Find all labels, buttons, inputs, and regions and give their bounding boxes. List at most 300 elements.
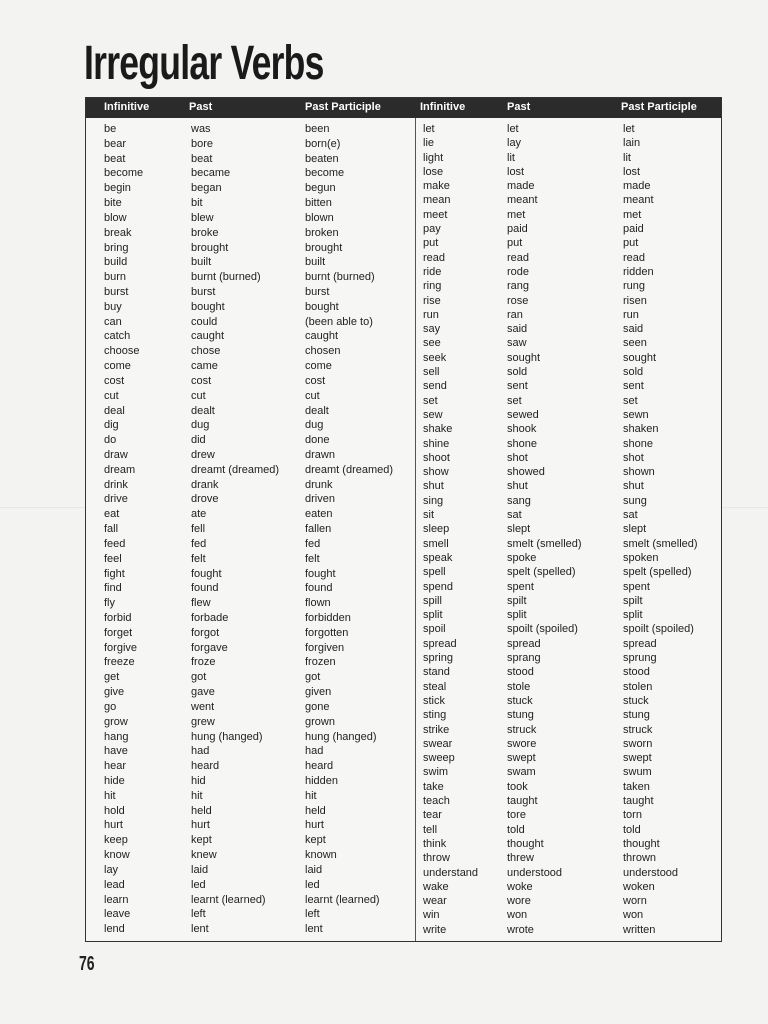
left-infinitive-cell: cut [104,389,119,402]
left-past-participle-cell: found [305,582,333,595]
right-infinitive-cell: smell [423,537,449,550]
left-infinitive-cell: hit [104,789,116,802]
right-infinitive-cell: wear [423,895,447,908]
right-infinitive-cell: sit [423,509,434,522]
right-past-participle-cell: meant [623,194,654,207]
right-verb-row [86,251,721,265]
right-past-cell: spread [507,637,541,650]
left-past-cell: blew [191,211,214,224]
right-past-participle-cell: sat [623,509,638,522]
left-past-participle-cell: driven [305,493,335,506]
right-past-participle-cell: taught [623,795,654,808]
left-infinitive-cell: break [104,226,132,239]
left-past-participle-cell: known [305,849,337,862]
right-past-cell: meant [507,194,538,207]
left-past-cell: chose [191,345,221,358]
left-infinitive-cell: bear [104,137,127,150]
right-verb-row [86,236,721,250]
right-verb-row [86,880,721,894]
right-past-cell: swept [507,752,536,765]
left-past-participle-cell: fallen [305,523,332,536]
right-past-cell: sent [507,380,528,393]
page-title: Irregular Verbs [84,37,324,90]
right-past-participle-cell: lain [623,137,641,150]
right-infinitive-cell: tell [423,823,438,836]
left-past-cell: dealt [191,404,215,417]
right-past-cell: won [507,909,528,922]
right-past-participle-cell: spilt [623,594,643,607]
left-past-participle-cell: eaten [305,508,333,521]
left-past-cell: forbade [191,612,229,624]
right-past-participle-cell: stolen [623,680,653,693]
right-verb-row [86,622,721,636]
right-past-cell: shook [507,423,537,436]
left-past-participle-cell: blown [305,211,334,224]
left-past-participle-cell: been [305,123,330,135]
left-past-participle-cell: gone [305,700,330,713]
right-verb-row [86,608,721,622]
right-past-participle-cell: taken [623,780,650,793]
right-past-participle-cell: put [623,237,639,250]
right-infinitive-cell: say [423,323,441,336]
right-verb-row [86,193,721,207]
right-past-cell: stuck [507,694,533,707]
right-past-cell: lit [507,151,515,164]
left-past-cell: bit [191,197,203,210]
right-past-participle-cell: sewn [623,408,649,421]
right-infinitive-cell: set [423,394,438,407]
right-infinitive-cell: stand [423,666,450,679]
left-infinitive-cell: be [104,123,117,135]
left-past-cell: came [191,360,218,373]
right-past-cell: told [507,823,525,836]
left-past-cell: could [191,315,218,328]
right-past-cell: wore [507,895,531,908]
left-infinitive-cell: grow [104,715,128,728]
left-past-participle-cell: (been able to) [305,315,373,328]
right-infinitive-cell: wake [423,880,449,893]
right-past-cell: showed [507,466,545,479]
left-past-cell: heard [191,760,220,773]
left-past-participle-cell: brought [305,241,343,254]
right-past-cell: made [507,180,535,193]
left-infinitive-cell: dig [104,419,119,432]
left-past-cell: went [191,700,215,713]
left-past-participle-cell: heard [305,760,334,773]
right-verb-row [86,837,721,851]
right-past-participle-cell: shown [623,466,655,479]
left-infinitive-cell: drive [104,493,128,506]
right-past-participle-cell: run [623,308,639,321]
right-verb-row [86,508,721,522]
left-past-cell: grew [191,715,215,728]
right-past-cell: stood [507,666,534,679]
left-infinitive-cell: buy [104,300,122,313]
header-infinitive-left: Infinitive [104,101,150,113]
right-infinitive-cell: read [423,251,446,264]
left-infinitive-cell: bring [104,241,129,254]
left-past-participle-cell: built [305,256,326,269]
right-past-cell: rose [507,294,529,307]
left-infinitive-cell: lend [104,923,125,936]
right-past-cell: saw [507,337,527,350]
left-infinitive-cell: burn [104,271,127,284]
left-infinitive-cell: begin [104,182,131,195]
right-infinitive-cell: make [423,180,450,193]
left-past-cell: learnt (learned) [191,893,266,906]
right-infinitive-cell: seek [423,351,447,364]
left-infinitive-cell: find [104,582,122,595]
left-past-cell: held [191,804,212,817]
left-past-participle-cell: got [305,671,321,684]
left-past-cell: cost [191,374,212,387]
left-infinitive-cell: build [104,256,128,269]
right-infinitive-cell: let [423,123,435,135]
left-past-participle-cell: grown [305,715,335,728]
left-infinitive-cell: hear [104,760,127,773]
right-verb-row [86,308,721,322]
left-past-cell: laid [191,863,209,876]
right-past-cell: sat [507,509,522,522]
right-infinitive-cell: shake [423,423,453,436]
right-past-participle-cell: sent [623,380,644,393]
right-infinitive-cell: rise [423,294,441,307]
right-past-cell: said [507,323,528,336]
left-infinitive-cell: lead [104,878,125,891]
right-past-participle-cell: spoilt (spoiled) [623,623,694,636]
left-infinitive-cell: lay [104,863,119,876]
right-infinitive-cell: see [423,337,441,350]
left-infinitive-cell: come [104,360,131,373]
right-verb-row [86,479,721,493]
right-verb-row [86,336,721,350]
left-past-cell: cut [191,389,206,402]
right-past-participle-cell: rung [623,280,646,293]
right-verb-row [86,780,721,794]
left-past-participle-cell: burnt (burned) [305,271,375,284]
left-past-cell: flew [191,597,211,610]
header-past-right: Past [507,101,531,113]
right-verb-row [86,522,721,536]
right-past-participle-cell: paid [623,223,644,236]
right-past-cell: split [507,609,527,622]
left-infinitive-cell: choose [104,345,140,358]
left-past-participle-cell: felt [305,552,320,565]
right-past-participle-cell: sworn [623,737,653,750]
left-past-participle-cell: fought [305,567,336,580]
right-infinitive-cell: sweep [423,752,455,765]
left-past-cell: built [191,256,212,269]
right-past-participle-cell: won [623,909,644,922]
left-past-cell: hurt [191,819,210,832]
right-verb-row [86,651,721,665]
left-past-cell: drove [191,493,219,506]
left-infinitive-cell: learn [104,893,129,906]
right-past-cell: taught [507,795,538,808]
left-infinitive-cell: fly [104,597,115,610]
left-infinitive-cell: feed [104,537,126,550]
right-verb-row [86,265,721,279]
left-past-participle-cell: beaten [305,152,339,165]
left-infinitive-cell: catch [104,330,131,343]
right-verb-row [86,808,721,822]
right-past-cell: swore [507,737,537,750]
left-infinitive-cell: feel [104,552,122,565]
header-infinitive-right: Infinitive [420,101,466,113]
right-infinitive-cell: sing [423,494,444,507]
left-past-participle-cell: bitten [305,197,332,210]
verb-table [85,97,722,942]
left-past-cell: left [191,908,206,921]
right-verb-row [86,322,721,336]
left-past-participle-cell: begun [305,182,336,195]
left-infinitive-cell: blow [104,211,127,224]
left-infinitive-cell: give [104,686,125,699]
right-verb-row [86,294,721,308]
left-past-participle-cell: flown [305,597,331,610]
left-past-cell: became [191,167,231,180]
right-past-cell: spilt [507,594,527,607]
left-past-participle-cell: left [305,908,320,921]
right-past-cell: struck [507,723,537,736]
left-past-cell: gave [191,686,215,699]
left-infinitive-cell: forbid [104,612,132,624]
right-verb-row [86,751,721,765]
left-past-cell: broke [191,226,219,239]
right-verb-row [86,151,721,165]
right-verb-row [86,694,721,708]
left-infinitive-cell: can [104,315,122,328]
right-past-participle-cell: spoken [623,551,659,564]
right-infinitive-cell: spoil [423,623,446,636]
right-verb-row [86,422,721,436]
right-verb-row [86,365,721,379]
right-infinitive-cell: speak [423,551,453,564]
left-past-cell: fell [191,523,206,536]
right-infinitive-cell: shine [423,437,450,450]
right-past-cell: took [507,780,528,793]
right-verb-row [86,408,721,422]
left-past-participle-cell: done [305,434,330,447]
left-past-cell: forgot [191,626,220,639]
right-past-participle-cell: swum [623,766,652,779]
right-infinitive-cell: meet [423,208,448,221]
left-past-cell: began [191,182,222,195]
right-past-participle-cell: seen [623,337,647,350]
left-past-cell: hit [191,789,203,802]
left-past-cell: burst [191,286,216,298]
right-verb-row [86,637,721,651]
right-past-cell: spent [507,580,534,593]
page-number: 76 [79,953,95,975]
left-past-cell: dug [191,419,210,432]
left-past-participle-cell: learnt (learned) [305,893,380,906]
left-infinitive-cell: hang [104,730,129,743]
left-past-cell: fought [191,567,222,580]
left-infinitive-cell: leave [104,908,131,921]
right-past-participle-cell: lit [623,151,631,164]
right-infinitive-cell: send [423,380,447,393]
right-verb-row [86,723,721,737]
right-past-participle-cell: lost [623,165,641,178]
left-past-participle-cell: born(e) [305,137,341,150]
right-past-cell: threw [507,852,534,865]
left-past-cell: bore [191,137,214,150]
right-infinitive-cell: sting [423,709,447,722]
right-past-participle-cell: worn [623,895,647,908]
right-verb-row [86,351,721,365]
left-infinitive-cell: become [104,167,144,180]
right-past-participle-cell: stuck [623,694,649,707]
left-infinitive-cell: fight [104,567,125,580]
left-past-participle-cell: dreamt (dreamed) [305,463,394,476]
right-past-participle-cell: sprung [623,652,657,665]
left-past-participle-cell: dealt [305,404,329,417]
left-past-participle-cell: frozen [305,656,336,669]
left-past-participle-cell: led [305,878,320,891]
left-infinitive-cell: go [104,700,117,713]
left-past-cell: felt [191,552,206,565]
left-infinitive-cell: hold [104,804,125,817]
right-past-participle-cell: slept [623,523,647,536]
right-past-participle-cell: sung [623,494,647,507]
right-infinitive-cell: spend [423,580,453,593]
right-infinitive-cell: split [423,609,443,622]
left-infinitive-cell: keep [104,834,128,847]
right-past-cell: sewed [507,408,539,421]
left-past-cell: ate [191,508,207,521]
right-infinitive-cell: mean [423,194,451,207]
right-past-cell: shot [507,451,528,464]
right-past-cell: lost [507,165,525,178]
left-infinitive-cell: forgive [104,641,138,654]
right-infinitive-cell: throw [423,852,450,865]
right-verb-row [86,923,721,937]
right-infinitive-cell: shut [423,480,444,493]
right-infinitive-cell: shoot [423,451,450,464]
right-infinitive-cell: steal [423,680,447,693]
left-past-cell: burnt (burned) [191,271,261,284]
right-past-cell: lay [507,137,522,150]
right-past-participle-cell: made [623,180,651,193]
right-infinitive-cell: pay [423,223,441,236]
right-verb-row [86,537,721,551]
right-infinitive-cell: run [423,308,439,321]
right-past-cell: shone [507,437,537,450]
right-verb-row [86,437,721,451]
right-verb-row [86,279,721,293]
right-infinitive-cell: show [423,466,449,479]
right-past-participle-cell: risen [623,294,647,307]
left-infinitive-cell: draw [104,449,128,461]
right-past-participle-cell: woken [623,880,655,893]
left-past-cell: hung (hanged) [191,730,263,743]
right-infinitive-cell: win [423,909,440,922]
right-past-cell: ran [507,308,523,321]
right-past-cell: let [507,123,519,135]
right-infinitive-cell: lie [423,137,435,150]
left-infinitive-cell: bite [104,197,122,210]
right-past-cell: sold [507,366,528,379]
left-past-participle-cell: hung (hanged) [305,730,377,743]
left-past-participle-cell: cost [305,374,326,387]
right-past-participle-cell: torn [623,809,642,822]
left-past-cell: brought [191,241,229,254]
right-infinitive-cell: spring [423,652,453,665]
left-infinitive-cell: have [104,745,128,758]
right-past-cell: swam [507,766,536,779]
right-infinitive-cell: spell [423,566,446,579]
right-past-cell: spoilt (spoiled) [507,623,578,636]
right-past-participle-cell: said [623,323,644,336]
left-past-cell: froze [191,656,216,669]
right-infinitive-cell: sew [423,408,443,421]
left-infinitive-cell: beat [104,152,126,165]
left-past-participle-cell: lent [305,923,323,936]
right-past-cell: thought [507,837,544,850]
right-verb-row [86,580,721,594]
right-past-participle-cell: spelt (spelled) [623,566,692,579]
right-past-participle-cell: split [623,609,643,622]
right-infinitive-cell: swim [423,766,449,779]
right-verb-row [86,379,721,393]
right-past-cell: read [507,251,530,264]
left-past-participle-cell: fed [305,537,321,550]
header-past-left: Past [189,101,213,113]
right-past-participle-cell: stood [623,666,650,679]
right-past-cell: stung [507,709,534,722]
left-infinitive-cell: hide [104,775,125,787]
left-past-cell: knew [191,849,217,862]
left-past-participle-cell: forgotten [305,626,349,639]
right-infinitive-cell: strike [423,723,450,736]
right-infinitive-cell: ride [423,265,442,278]
left-past-cell: hid [191,775,206,787]
right-verb-row [86,851,721,865]
left-infinitive-cell: forget [104,626,133,639]
right-past-cell: rang [507,280,530,293]
right-past-cell: tore [507,809,526,822]
right-verb-row [86,708,721,722]
right-infinitive-cell: lose [423,165,444,178]
right-past-cell: understood [507,866,563,879]
right-past-cell: smelt (smelled) [507,537,582,550]
right-past-participle-cell: swept [623,752,652,765]
left-past-cell: kept [191,834,212,847]
left-past-participle-cell: cut [305,389,320,402]
right-infinitive-cell: spill [423,594,442,607]
right-verb-row [86,823,721,837]
right-verb-row [86,451,721,465]
right-infinitive-cell: write [423,923,447,936]
left-past-cell: was [191,123,211,135]
right-past-participle-cell: thought [623,837,660,850]
header-past-participle-left: Past Participle [305,101,381,113]
right-verb-row [86,565,721,579]
right-verb-row [86,179,721,193]
right-past-participle-cell: set [623,394,638,407]
right-past-participle-cell: sold [623,366,644,379]
right-past-cell: put [507,237,523,250]
right-infinitive-cell: think [423,837,447,850]
left-infinitive-cell: dream [104,463,136,476]
right-past-participle-cell: understood [623,866,679,879]
right-infinitive-cell: teach [423,795,450,808]
right-verb-row [86,765,721,779]
right-verb-row [86,680,721,694]
right-past-participle-cell: smelt (smelled) [623,537,698,550]
left-infinitive-cell: drink [104,478,128,491]
